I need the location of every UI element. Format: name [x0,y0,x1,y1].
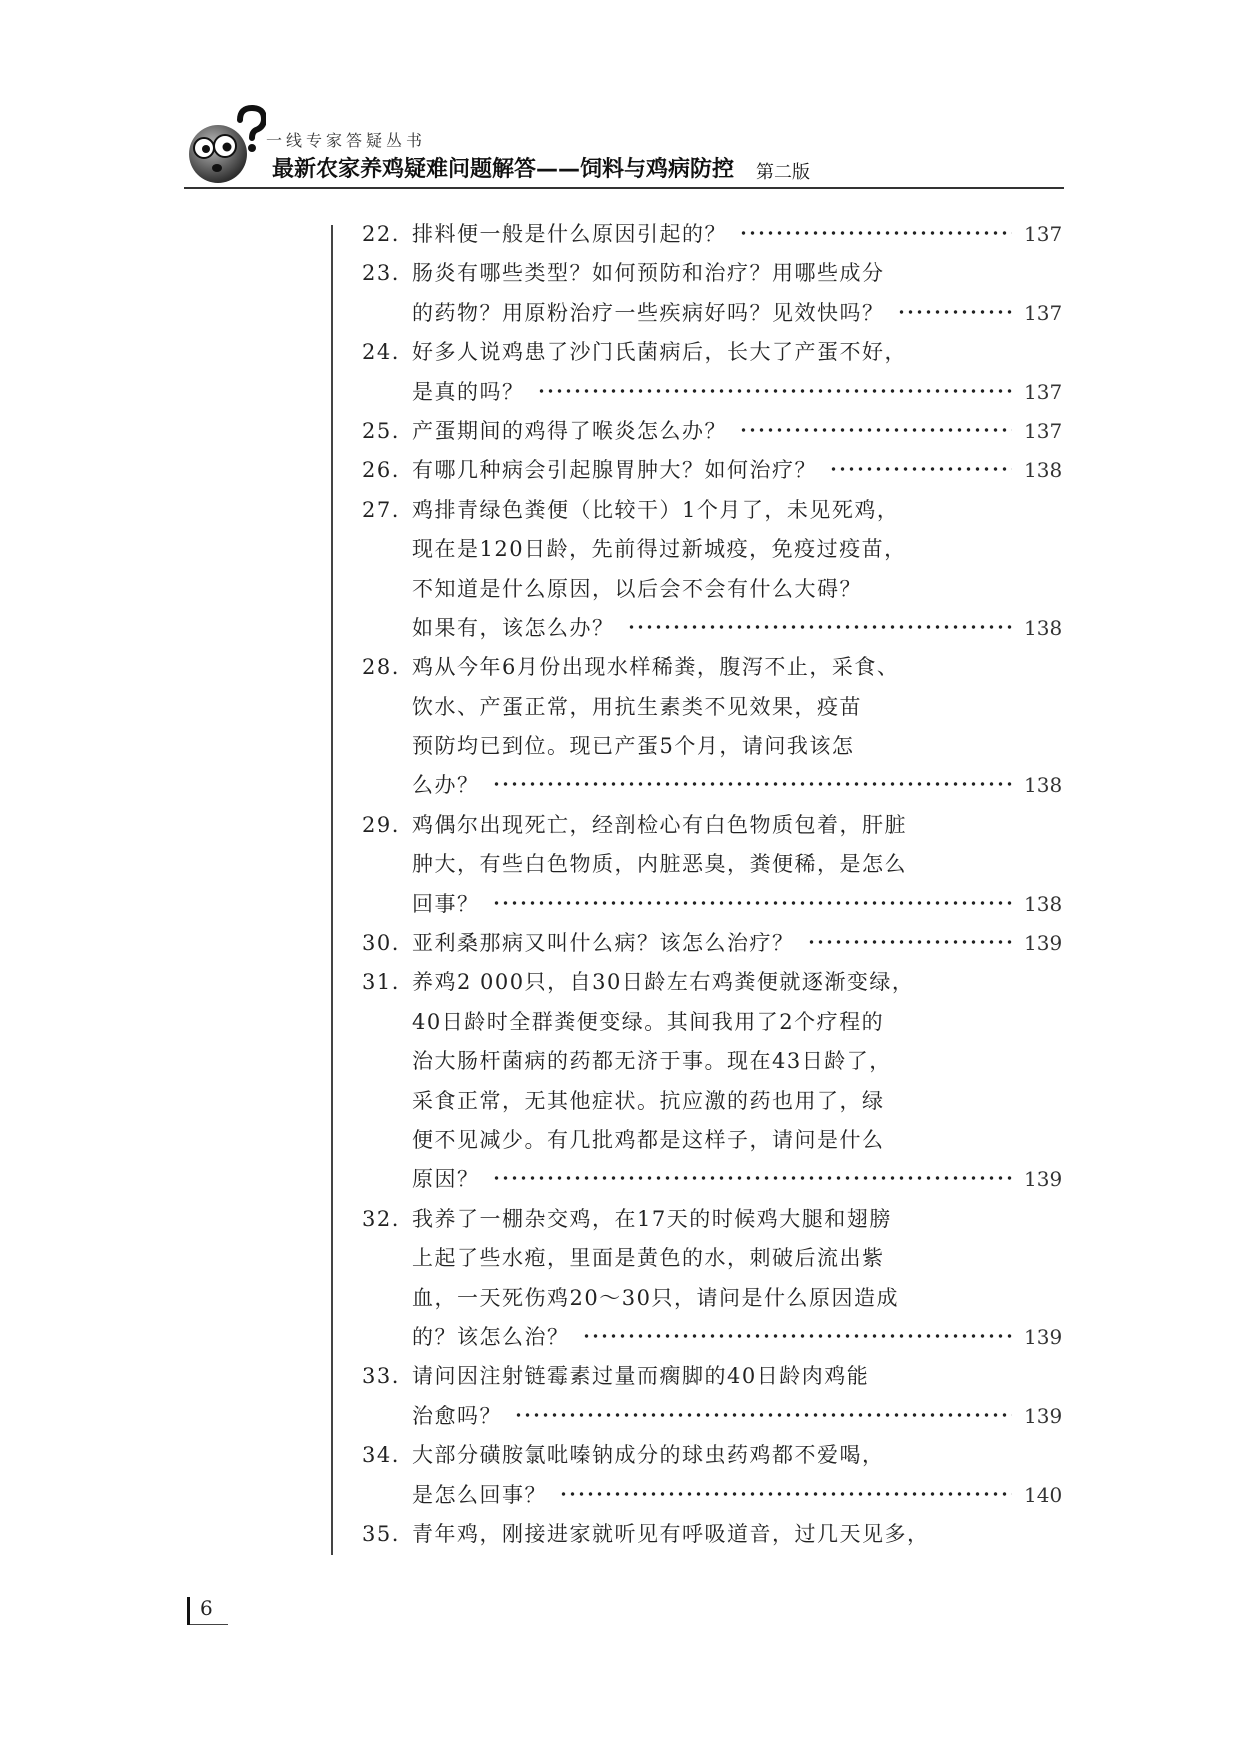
toc-line [362,494,1062,533]
toc-line [362,1163,1062,1202]
toc-page-number: 137 [1024,300,1063,325]
table-of-contents [362,218,1062,1557]
toc-line [362,1203,1062,1242]
toc-entry[interactable] [362,927,1062,966]
dot-leader [492,1174,1013,1182]
toc-entry-text: 亚利桑那病又叫什么病？该怎么治疗？ [412,931,795,956]
toc-entry-text: 上起了些水疱，里面是黄色的水，刺破后流出紫 [412,1246,885,1271]
toc-line [362,927,1062,966]
toc-entry-text: 鸡从今年6月份出现水样稀粪，腹泻不止，采食、 [412,655,900,680]
toc-entry-number: 34. [362,1443,400,1468]
dot-leader [492,899,1013,907]
toc-entry-number: 29. [362,812,400,837]
toc-entry[interactable] [362,809,1062,927]
toc-line [362,1321,1062,1360]
toc-entry-number: 28. [362,655,400,680]
toc-entry-number: 22. [362,222,400,246]
toc-page-number: 140 [1024,1482,1063,1507]
toc-entry-number: 26. [362,458,400,483]
dot-leader [559,1490,1012,1498]
toc-line [362,612,1062,651]
toc-entry-text: 我养了一棚杂交鸡，在17天的时候鸡大腿和翅膀 [412,1206,892,1231]
toc-line [362,1124,1062,1163]
toc-line [362,1085,1062,1124]
toc-entry-text: 的药物？用原粉治疗一些疾病好吗？见效快吗？ [412,300,885,325]
toc-entry[interactable] [362,1439,1062,1518]
toc-entry-text: 是怎么回事？ [412,1482,547,1507]
toc-line [362,888,1062,927]
toc-line [362,454,1062,493]
toc-entry-text: 便不见减少。有几批鸡都是这样子，请问是什么 [412,1127,885,1152]
toc-entry-number: 27. [362,497,400,522]
toc-line [362,533,1062,572]
dot-leader [739,229,1012,237]
toc-page-number: 137 [1024,222,1063,246]
dot-leader [514,1411,1012,1419]
toc-entry[interactable] [362,257,1062,336]
toc-entry-number: 24. [362,340,400,365]
toc-entry[interactable] [362,494,1062,652]
toc-page-number: 137 [1024,418,1063,443]
dot-leader [537,387,1013,395]
toc-entry-text: 肠炎有哪些类型？如何预防和治疗？用哪些成分 [412,261,885,286]
dot-leader [627,623,1013,631]
toc-entry-number: 31. [362,970,400,995]
toc-entry[interactable] [362,1360,1062,1439]
toc-line [362,376,1062,415]
toc-line [362,336,1062,375]
toc-page-number: 138 [1024,458,1063,483]
toc-entry-number: 25. [362,418,400,443]
toc-line [362,1282,1062,1321]
toc-line [362,1242,1062,1281]
toc-entry-text: 有哪几种病会引起腺胃肿大？如何治疗？ [412,458,817,483]
toc-entry[interactable] [362,966,1062,1202]
toc-page-number: 139 [1024,1324,1063,1349]
toc-page-number: 139 [1024,1403,1063,1428]
toc-entry[interactable] [362,1518,1062,1557]
footer-line [190,1624,228,1625]
toc-line [362,1400,1062,1439]
toc-line [362,730,1062,769]
toc-entry[interactable] [362,218,1062,257]
dot-leader [829,465,1012,473]
dot-leader [492,780,1013,788]
toc-entry-text: 是真的吗？ [412,379,525,404]
toc-line [362,1439,1062,1478]
toc-page-number: 137 [1024,379,1063,404]
toc-line [362,1518,1062,1557]
toc-entry-text: 鸡排青绿色粪便（比较干）1个月了，未见死鸡， [412,497,900,522]
toc-line [362,848,1062,887]
footer-bar [187,1597,190,1625]
cartoon-face-logo-icon [184,104,266,186]
dot-leader [739,426,1012,434]
toc-line [362,769,1062,808]
edition-label: 第二版 [756,162,810,183]
toc-entry[interactable] [362,336,1062,415]
toc-line [362,297,1062,336]
toc-line [362,809,1062,848]
toc-line [362,1479,1062,1518]
page-number: 6 [200,1596,213,1620]
toc-line [362,651,1062,690]
toc-line [362,257,1062,296]
toc-entry-text: 肿大，有些白色物质，内脏恶臭，粪便稀，是怎么 [412,852,907,877]
toc-entry-text: 不知道是什么原因，以后会不会有什么大碍？ [412,576,862,601]
toc-entry-text: 饮水、产蛋正常，用抗生素类不见效果，疫苗 [412,694,862,719]
toc-entry-text: 养鸡2 000只，自30日龄左右鸡粪便就逐渐变绿， [412,970,915,995]
toc-line [362,1006,1062,1045]
toc-line [362,1360,1062,1399]
toc-entry-text: 预防均已到位。现已产蛋5个月，请问我该怎 [412,734,855,759]
toc-entry-text: 治愈吗？ [412,1403,502,1428]
toc-entry-text: 如果有，该怎么办？ [412,615,615,640]
dot-leader [807,938,1013,946]
toc-entry-text: 原因？ [412,1167,480,1192]
toc-entry-text: 采食正常，无其他症状。抗应激的药也用了，绿 [412,1088,885,1113]
toc-entry[interactable] [362,454,1062,493]
toc-line [362,218,1062,257]
toc-entry-number: 32. [362,1206,400,1231]
toc-entry-text: 大部分磺胺氯吡嗪钠成分的球虫药鸡都不爱喝， [412,1443,885,1468]
toc-entry-text: 好多人说鸡患了沙门氏菌病后，长大了产蛋不好， [412,340,907,365]
toc-entry-text: 的？该怎么治？ [412,1324,570,1349]
toc-page-number: 139 [1024,931,1063,956]
toc-entry[interactable] [362,1203,1062,1361]
toc-entry-text: 鸡偶尔出现死亡，经剖检心有白色物质包着，肝脏 [412,812,907,837]
toc-page-number: 138 [1024,615,1063,640]
toc-entry-number: 35. [362,1521,400,1546]
toc-entry-number: 30. [362,931,400,956]
toc-entry-text: 回事？ [412,891,480,916]
toc-entry-text: 产蛋期间的鸡得了喉炎怎么办？ [412,418,727,443]
toc-entry-text: 现在是120日龄，先前得过新城疫，免疫过疫苗， [412,537,907,562]
toc-entry-number: 33. [362,1364,400,1389]
toc-entry-text: 排料便一般是什么原因引起的？ [412,222,727,246]
toc-entry-text: 青年鸡，刚接进家就听见有呼吸道音，过几天见多， [412,1521,930,1546]
toc-line [362,573,1062,612]
toc-line [362,415,1062,454]
dot-leader [582,1332,1013,1340]
toc-entry-number: 23. [362,261,400,286]
toc-line [362,966,1062,1005]
page-header [184,104,1064,188]
toc-entry[interactable] [362,415,1062,454]
toc-entry-text: 请问因注射链霉素过量而瘸脚的40日龄肉鸡能 [412,1364,870,1389]
toc-page-number: 138 [1024,773,1063,798]
toc-entry-text: 治大肠杆菌病的药都无济于事。现在43日龄了， [412,1049,892,1074]
book-title: 最新农家养鸡疑难问题解答——饲料与鸡病防控 [272,157,735,182]
series-title: 一线专家答疑丛书 [266,131,427,150]
toc-entry-text: 血，一天死伤鸡20～30只，请问是什么原因造成 [412,1285,899,1310]
toc-page-number: 139 [1024,1167,1063,1192]
dot-leader [897,308,1013,316]
toc-entry-text: 40日龄时全群粪便变绿。其间我用了2个疗程的 [412,1009,885,1034]
toc-vertical-rule [331,225,333,1555]
header-rule [184,187,1064,189]
toc-line [362,1045,1062,1084]
toc-page-number: 138 [1024,891,1063,916]
toc-line [362,691,1062,730]
toc-entry[interactable] [362,651,1062,809]
toc-entry-text: 么办？ [412,773,480,798]
